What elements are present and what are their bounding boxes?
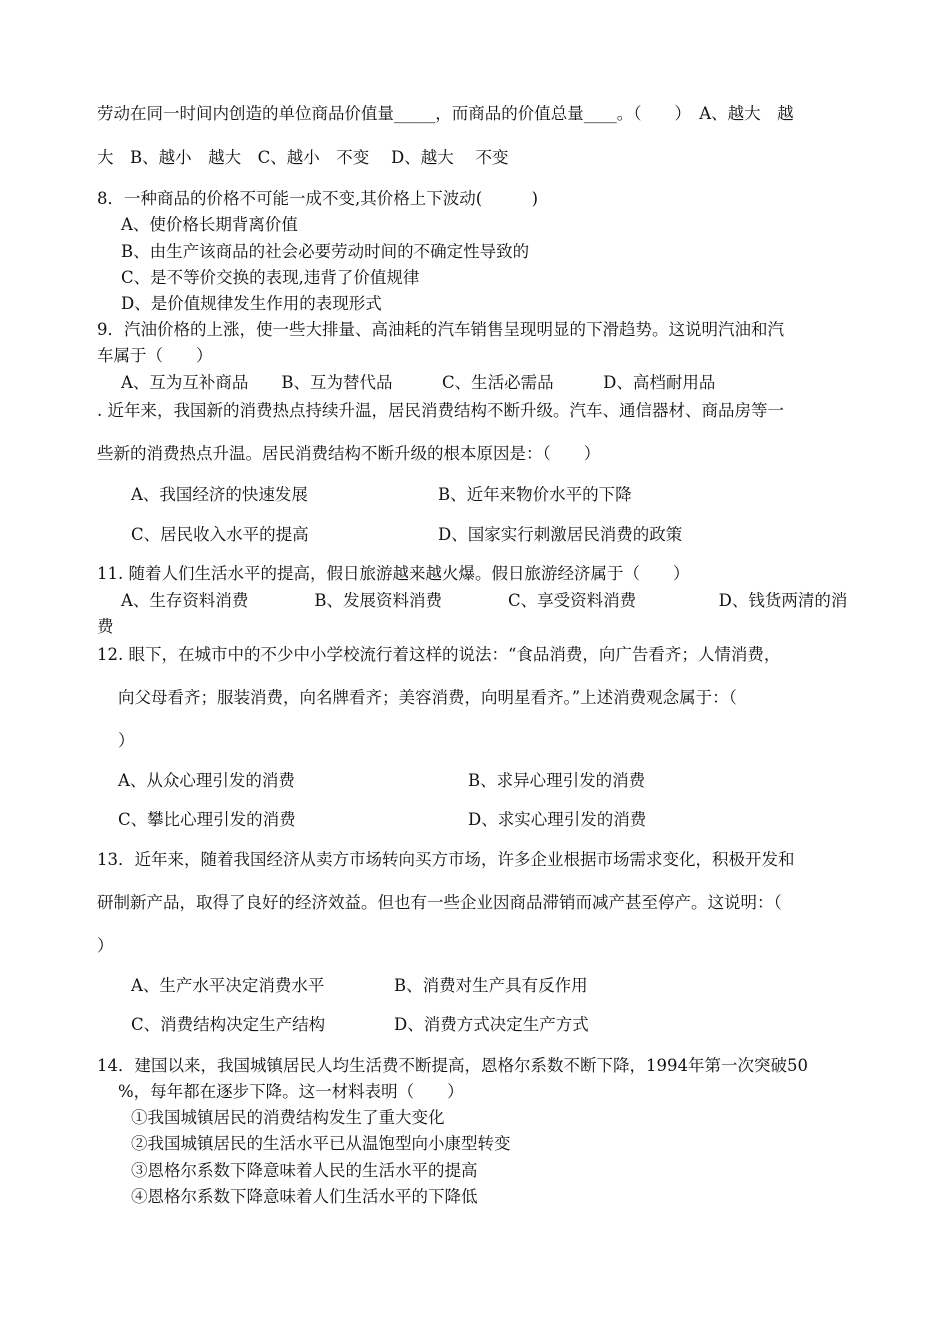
q7-text-line: 劳动在同一时间内创造的单位商品价值量_____，而商品的价值总量____。（ ） A、越大 越 [97, 104, 794, 123]
q12-stem-line2: 向父母看齐；服装消费，向名牌看齐；美容消费，向明星看齐。”上述消费观念属于：（ [118, 688, 737, 707]
q14-item-4: ④恩格尔系数下降意味着人们生活水平的下降低 [131, 1187, 478, 1206]
q10-stem-line2: 些新的消费热点升温。居民消费结构不断升级的根本原因是：（ ） [97, 444, 601, 463]
q10-option-a: A、我国经济的快速发展 [131, 485, 308, 504]
q13-stem-line1: 13．近年来，随着我国经济从卖方市场转向买方市场，许多企业根据市场需求变化，积极开发和 [97, 850, 795, 869]
q11-options-wrap: 费 [97, 617, 114, 636]
q14-item-2: ②我国城镇居民的生活水平已从温饱型向小康型转变 [131, 1134, 511, 1153]
q8-option-d: D、是价值规律发生作用的表现形式 [121, 294, 382, 313]
q8-option-c: C、是不等价交换的表现,违背了价值规律 [121, 268, 420, 287]
q13-option-d: D、消费方式决定生产方式 [394, 1015, 589, 1034]
q10-option-b: B、近年来物价水平的下降 [438, 485, 632, 504]
q12-option-b: B、求异心理引发的消费 [468, 771, 646, 790]
q8-option-b: B、由生产该商品的社会必要劳动时间的不确定性导致的 [121, 242, 530, 261]
q13-option-b: B、消费对生产具有反作用 [394, 976, 588, 995]
q7-options-line: 大 B、越小 越大 C、越小 不变 D、越大 不变 [97, 148, 509, 167]
q14-item-1: ①我国城镇居民的消费结构发生了重大变化 [131, 1108, 445, 1127]
q12-option-a: A、从众心理引发的消费 [118, 771, 295, 790]
q11-stem: 11. 随着人们生活水平的提高，假日旅游越来越火爆。假日旅游经济属于（ ） [97, 564, 690, 583]
q14-stem-line1: 14．建国以来，我国城镇居民人均生活费不断提高，恩格尔系数不断下降，1994年第一次突破50 [97, 1056, 808, 1075]
q13-stem-line2: 研制新产品，取得了良好的经济效益。但也有一些企业因商品滞销而减产甚至停产。这说明：（ [97, 893, 782, 912]
q13-stem-line3: ） [97, 936, 114, 955]
q10-option-d: D、国家实行刺激居民消费的政策 [438, 525, 683, 544]
q10-option-c: C、居民收入水平的提高 [131, 525, 309, 544]
q10-stem-line1: . 近年来，我国新的消费热点持续升温，居民消费结构不断升级。汽车、通信器材、商品房等一 [97, 401, 784, 420]
q14-item-3: ③恩格尔系数下降意味着人民的生活水平的提高 [131, 1161, 478, 1180]
q8-option-a: A、使价格长期背离价值 [121, 215, 298, 234]
q13-option-c: C、消费结构决定生产结构 [131, 1015, 326, 1034]
q9-stem-line2: 车属于（ ） [97, 346, 213, 365]
q11-options: A、生存资料消费 B、发展资料消费 C、享受资料消费 D、钱货两清的消 [121, 591, 848, 610]
q13-option-a: A、生产水平决定消费水平 [131, 976, 325, 995]
q8-stem: 8．一种商品的价格不可能一成不变,其价格上下波动( ) [97, 189, 539, 208]
q14-stem-line2: %，每年都在逐步下降。这一材料表明（ ） [118, 1082, 464, 1101]
q9-options: A、互为互补商品 B、互为替代品 C、生活必需品 D、高档耐用品 [121, 373, 716, 392]
q12-option-d: D、求实心理引发的消费 [468, 810, 647, 829]
q9-stem-line1: 9．汽油价格的上涨，使一些大排量、高油耗的汽车销售呈现明显的下滑趋势。这说明汽油和汽 [97, 320, 784, 339]
q12-stem-line1: 12. 眼下，在城市中的不少中小学校流行着这样的说法：“食品消费，向广告看齐；人情消费， [97, 645, 781, 664]
q12-stem-line3: ） [118, 731, 135, 750]
q12-option-c: C、攀比心理引发的消费 [118, 810, 296, 829]
